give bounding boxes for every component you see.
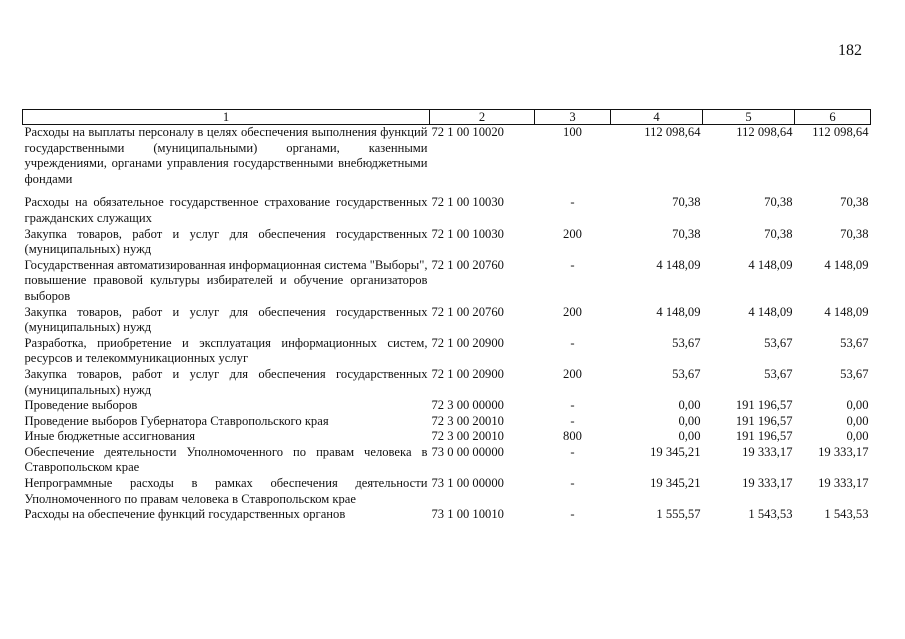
row-value-3: 53,67 [840, 366, 869, 381]
row-value-1: 0,00 [678, 413, 701, 428]
row-code: 72 3 00 20010 [431, 413, 504, 428]
row-type: - [570, 335, 575, 350]
row-value-3: 4 148,09 [824, 304, 869, 319]
row-code: 72 3 00 00000 [431, 398, 504, 413]
row-value-2: 19 333,17 [742, 444, 793, 459]
row-value-1: 70,38 [672, 195, 701, 210]
table-row [23, 414, 871, 430]
row-value-2: 191 196,57 [735, 429, 793, 444]
budget-table [22, 109, 871, 523]
row-type: - [570, 444, 575, 459]
row-value-2: 70,38 [764, 195, 793, 210]
row-value-3: 112 098,64 [812, 125, 869, 139]
table-row [23, 429, 871, 445]
column-header-value-1: 4 [611, 110, 703, 125]
row-value-3: 70,38 [840, 226, 869, 241]
page-number: 182 [838, 42, 862, 59]
column-header-code: 2 [430, 110, 535, 125]
row-code: 72 1 00 20900 [431, 335, 504, 350]
row-code: 72 1 00 20760 [431, 257, 504, 272]
row-type: 100 [563, 125, 582, 139]
table-row [23, 258, 871, 305]
row-value-1: 112 098,64 [644, 125, 701, 139]
row-name: Государственная автоматизированная информационная система "Выборы", повышение правовой культуры избирателей и обучение организаторов выборов [24, 257, 428, 303]
row-value-1: 19 345,21 [650, 444, 701, 459]
table-row [23, 398, 871, 414]
column-header-name: 1 [23, 110, 430, 125]
row-value-2: 1 543,53 [748, 507, 793, 522]
row-value-2: 70,38 [764, 226, 793, 241]
row-value-2: 53,67 [764, 366, 793, 381]
row-type: 200 [563, 304, 582, 319]
row-code: 72 1 00 20760 [431, 304, 504, 319]
row-value-1: 19 345,21 [650, 476, 701, 491]
row-value-2: 191 196,57 [735, 413, 793, 428]
row-name: Проведение выборов Губернатора Ставропольского края [24, 413, 329, 428]
table-row [23, 476, 871, 507]
row-value-3: 1 543,53 [824, 507, 869, 522]
table-header-row [23, 110, 871, 125]
table-row [23, 227, 871, 258]
column-header-value-3: 6 [795, 110, 871, 125]
table-row [23, 336, 871, 367]
row-value-2: 112 098,64 [736, 125, 793, 139]
row-value-3: 19 333,17 [818, 476, 869, 491]
row-code: 73 0 00 00000 [431, 444, 504, 459]
row-value-1: 53,67 [672, 335, 701, 350]
row-value-3: 0,00 [846, 398, 869, 413]
row-type: - [570, 413, 575, 428]
row-value-1: 0,00 [678, 429, 701, 444]
table-row [23, 367, 871, 398]
table-row [23, 507, 871, 523]
row-value-3: 0,00 [846, 413, 869, 428]
row-code: 72 1 00 10030 [431, 195, 504, 210]
row-name: Проведение выборов [24, 398, 138, 413]
row-name: Расходы на обязательное государственное страхование государственных гражданских служащих [24, 195, 428, 225]
row-type: - [570, 398, 575, 413]
row-name: Расходы на выплаты персоналу в целях обеспечения выполнения функций государственными (муниципальными) органами, казенными учреждениями, органами управления государственными внебюджетными фондами [24, 125, 428, 186]
row-type: - [570, 507, 575, 522]
row-type: - [570, 195, 575, 210]
row-value-1: 53,67 [672, 366, 701, 381]
table-row [23, 445, 871, 476]
column-header-value-2: 5 [703, 110, 795, 125]
row-name: Закупка товаров, работ и услуг для обеспечения государственных (муниципальных) нужд [24, 226, 428, 257]
row-value-3: 19 333,17 [818, 444, 869, 459]
row-value-1: 4 148,09 [656, 257, 701, 272]
table-row [23, 125, 871, 188]
row-value-2: 53,67 [764, 335, 793, 350]
row-value-2: 4 148,09 [748, 304, 793, 319]
row-type: 200 [563, 366, 582, 381]
row-code: 72 3 00 20010 [431, 429, 504, 444]
column-header-type: 3 [535, 110, 611, 125]
row-name: Расходы на обеспечение функций государственных органов [24, 507, 346, 522]
row-name: Обеспечение деятельности Уполномоченного по правам человека в Ставропольском крае [24, 444, 428, 475]
row-name: Непрограммные расходы в рамках обеспечения деятельности Уполномоченного по правам человека в Ставропольском крае [24, 476, 428, 506]
row-value-2: 19 333,17 [742, 476, 793, 491]
table-row [23, 305, 871, 336]
row-name: Иные бюджетные ассигнования [24, 429, 196, 444]
row-value-1: 70,38 [672, 226, 701, 241]
row-name: Разработка, приобретение и эксплуатация информационных систем, ресурсов и телекоммуникационных услуг [24, 335, 428, 366]
row-code: 72 1 00 20900 [431, 366, 504, 381]
table-row [23, 187, 871, 226]
row-value-3: 70,38 [840, 195, 869, 210]
row-value-2: 191 196,57 [735, 398, 793, 413]
row-code: 72 1 00 10020 [431, 125, 504, 139]
row-value-1: 0,00 [678, 398, 701, 413]
row-type: 800 [563, 429, 582, 444]
row-name: Закупка товаров, работ и услуг для обеспечения государственных (муниципальных) нужд [24, 366, 428, 397]
row-value-3: 4 148,09 [824, 257, 869, 272]
row-value-3: 53,67 [840, 335, 869, 350]
row-code: 73 1 00 00000 [431, 476, 504, 491]
row-code: 73 1 00 10010 [431, 507, 504, 522]
row-type: 200 [563, 226, 582, 241]
row-type: - [570, 476, 575, 491]
row-type: - [570, 257, 575, 272]
row-name: Закупка товаров, работ и услуг для обеспечения государственных (муниципальных) нужд [24, 304, 428, 335]
row-value-1: 1 555,57 [656, 507, 701, 522]
row-value-3: 0,00 [846, 429, 869, 444]
row-value-1: 4 148,09 [656, 304, 701, 319]
row-value-2: 4 148,09 [748, 257, 793, 272]
row-code: 72 1 00 10030 [431, 226, 504, 241]
